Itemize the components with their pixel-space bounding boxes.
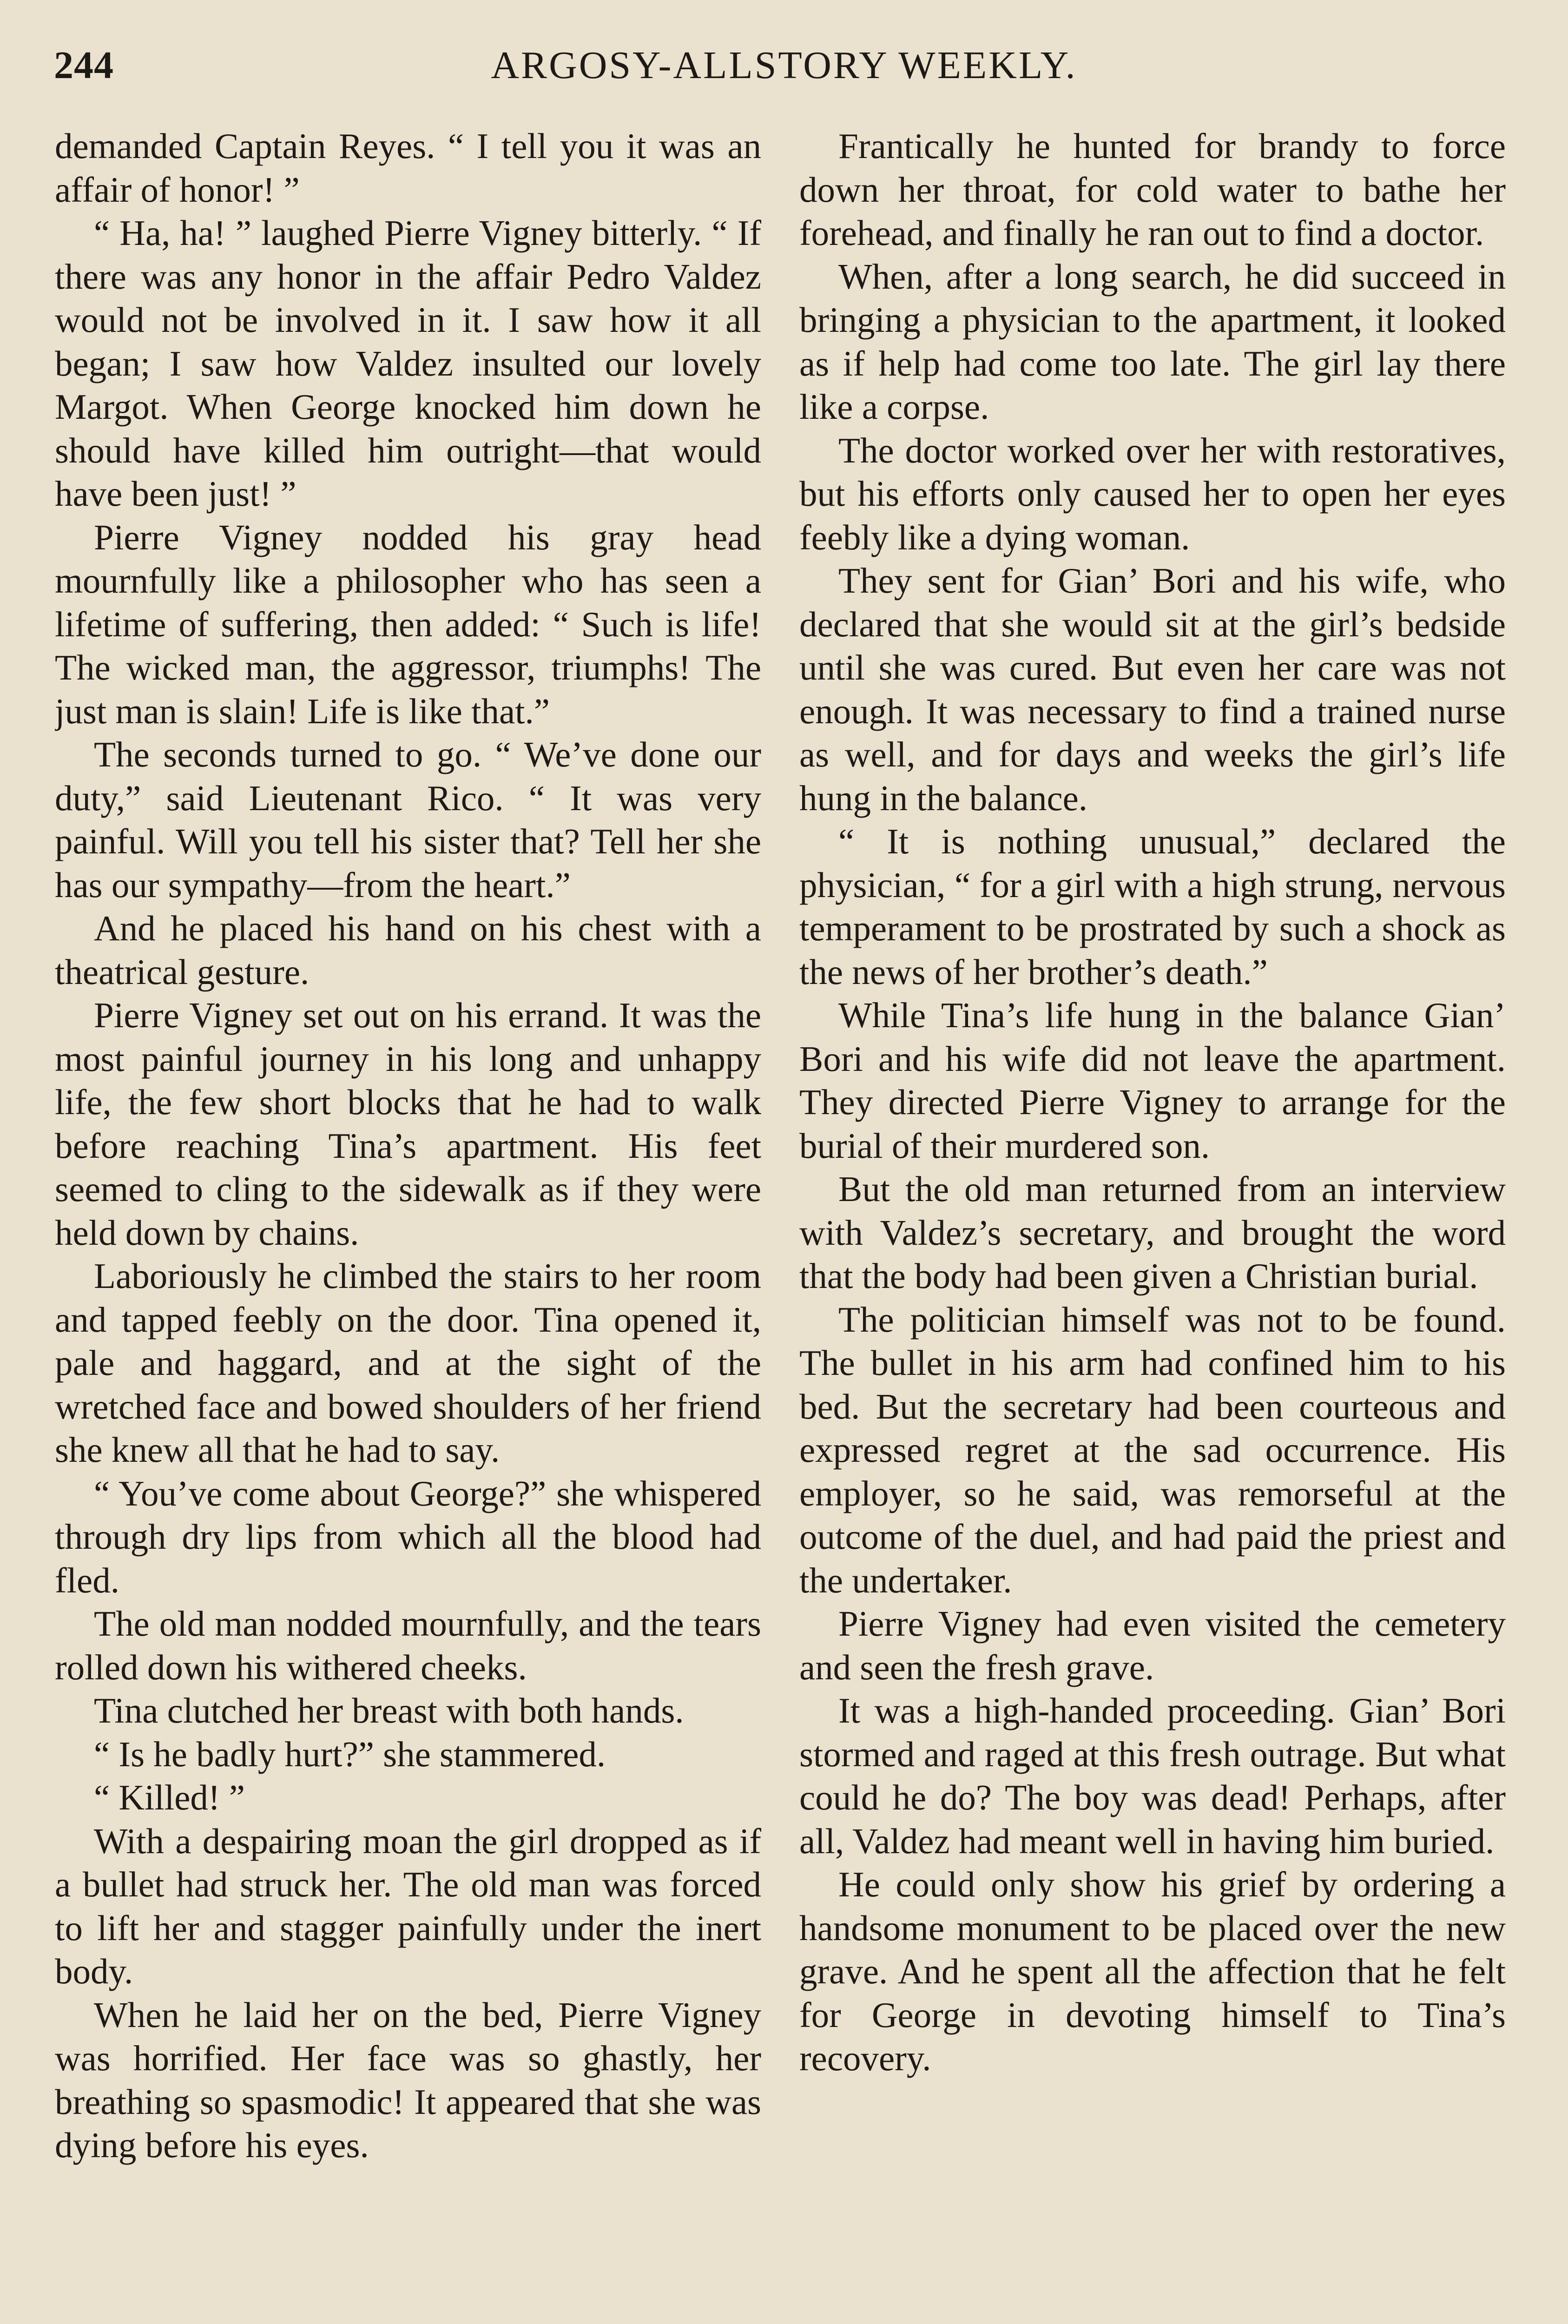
paragraph: And he placed his hand on his chest with a theatrical gesture. [55, 908, 761, 992]
paragraph: Pierre Vigney nodded his gray head mournfully like a philosopher who has seen a lifetime of suffering, then added: “ Such is life! The wicked man, the aggressor, triumphs! The just man is slain! Life is like that.” [55, 517, 761, 731]
paragraph: With a despairing moan the girl dropped as if a bullet had struck her. The old man was forced to lift her and stagger painfully under the inert body. [55, 1821, 761, 1991]
paragraph: They sent for Gian’ Bori and his wife, who declared that she would sit at the girl’s bedside until she was cured. But even her care was not enough. It was necessary to find a trained nurse as well, and for days and weeks the girl’s life hung in the balance. [799, 561, 1506, 818]
magazine-title: ARGOSY-ALLSTORY WEEKLY. [491, 44, 1077, 87]
paragraph: He could only show his grief by ordering a handsome monument to be placed over the new grave. And he spent all the affection that he felt for George in devoting himself to Tina’s recovery. [799, 1864, 1506, 2078]
paragraph: The doctor worked over her with restoratives, but his efforts only caused her to open her eyes feebly like a dying woman. [799, 430, 1506, 557]
paragraph: It was a high-handed proceeding. Gian’ Bori stormed and raged at this fresh outrage. But what could he do? The boy was dead! Perhaps, after all, Valdez had meant well in having him buried. [799, 1690, 1506, 1861]
paragraph: The seconds turned to go. “ We’ve done our duty,” said Lieutenant Rico. “ It was very painful. Will you tell his sister that? Tell her she has our sympathy—from the heart.” [55, 734, 761, 905]
paragraph: But the old man returned from an interview with Valdez’s secretary, and brought the word that the body had been given a Christian burial. [799, 1169, 1506, 1296]
page-header [0, 0, 1568, 121]
paragraph: The politician himself was not to be found. The bullet in his arm had confined him to his bed. But the secretary had been courteous and expressed regret at the sad occurrence. His employer, so he said, was remorseful at the outcome of the duel, and had paid the priest and the undertaker. [799, 1299, 1506, 1600]
page-number: 244 [54, 44, 114, 87]
paragraph: “ Killed! ” [94, 1777, 245, 1817]
paragraph: “ Is he badly hurt?” she stammered. [94, 1734, 606, 1774]
paragraph: While Tina’s life hung in the balance Gian’ Bori and his wife did not leave the apartment. They directed Pierre Vigney to arrange for the burial of their murdered son. [799, 995, 1506, 1166]
paragraph: When, after a long search, he did succeed in bringing a physician to the apartment, it looked as if help had come too late. The girl lay there like a corpse. [799, 256, 1506, 427]
paragraph: Pierre Vigney set out on his errand. It was the most painful journey in his long and unhappy life, the few short blocks that he had to walk before reaching Tina’s apartment. His feet seemed to cling to the sidewalk as if they were held down by chains. [55, 995, 761, 1253]
paragraph: “ You’ve come about George?” she whispered through dry lips from which all the blood had fled. [55, 1473, 761, 1600]
paragraph: demanded Captain Reyes. “ I tell you it was an affair of honor! ” [55, 126, 761, 210]
paragraph: “ It is nothing unusual,” declared the physician, “ for a girl with a high strung, nervous temperament to be prostrated by such a shock as the news of her brother’s death.” [799, 821, 1506, 992]
paragraph: When he laid her on the bed, Pierre Vigney was horrified. Her face was so ghastly, her breathing so spasmodic! It appeared that she was dying before his eyes. [55, 1994, 761, 2165]
paragraph: Pierre Vigney had even visited the cemetery and seen the fresh grave. [799, 1604, 1506, 1687]
paragraph: Frantically he hunted for brandy to force down her throat, for cold water to bathe her forehead, and finally he ran out to find a doctor. [799, 126, 1506, 253]
paragraph: The old man nodded mournfully, and the tears rolled down his withered cheeks. [55, 1604, 761, 1687]
left-text-column [55, 125, 761, 2324]
right-text-column [799, 125, 1506, 2324]
paragraph: “ Ha, ha! ” laughed Pierre Vigney bitterly. “ If there was any honor in the affair Pedro Valdez would not be involved in it. I saw how it all began; I saw how Valdez insulted our lovely Margot. When George knocked him down he should have killed him outright—that would have been just! ” [55, 213, 761, 514]
paragraph: Tina clutched her breast with both hands. [94, 1690, 684, 1730]
paragraph: Laboriously he climbed the stairs to her room and tapped feebly on the door. Tina opened it, pale and haggard, and at the sight of the wretched face and bowed shoulders of her friend she knew all that he had to say. [55, 1256, 761, 1470]
